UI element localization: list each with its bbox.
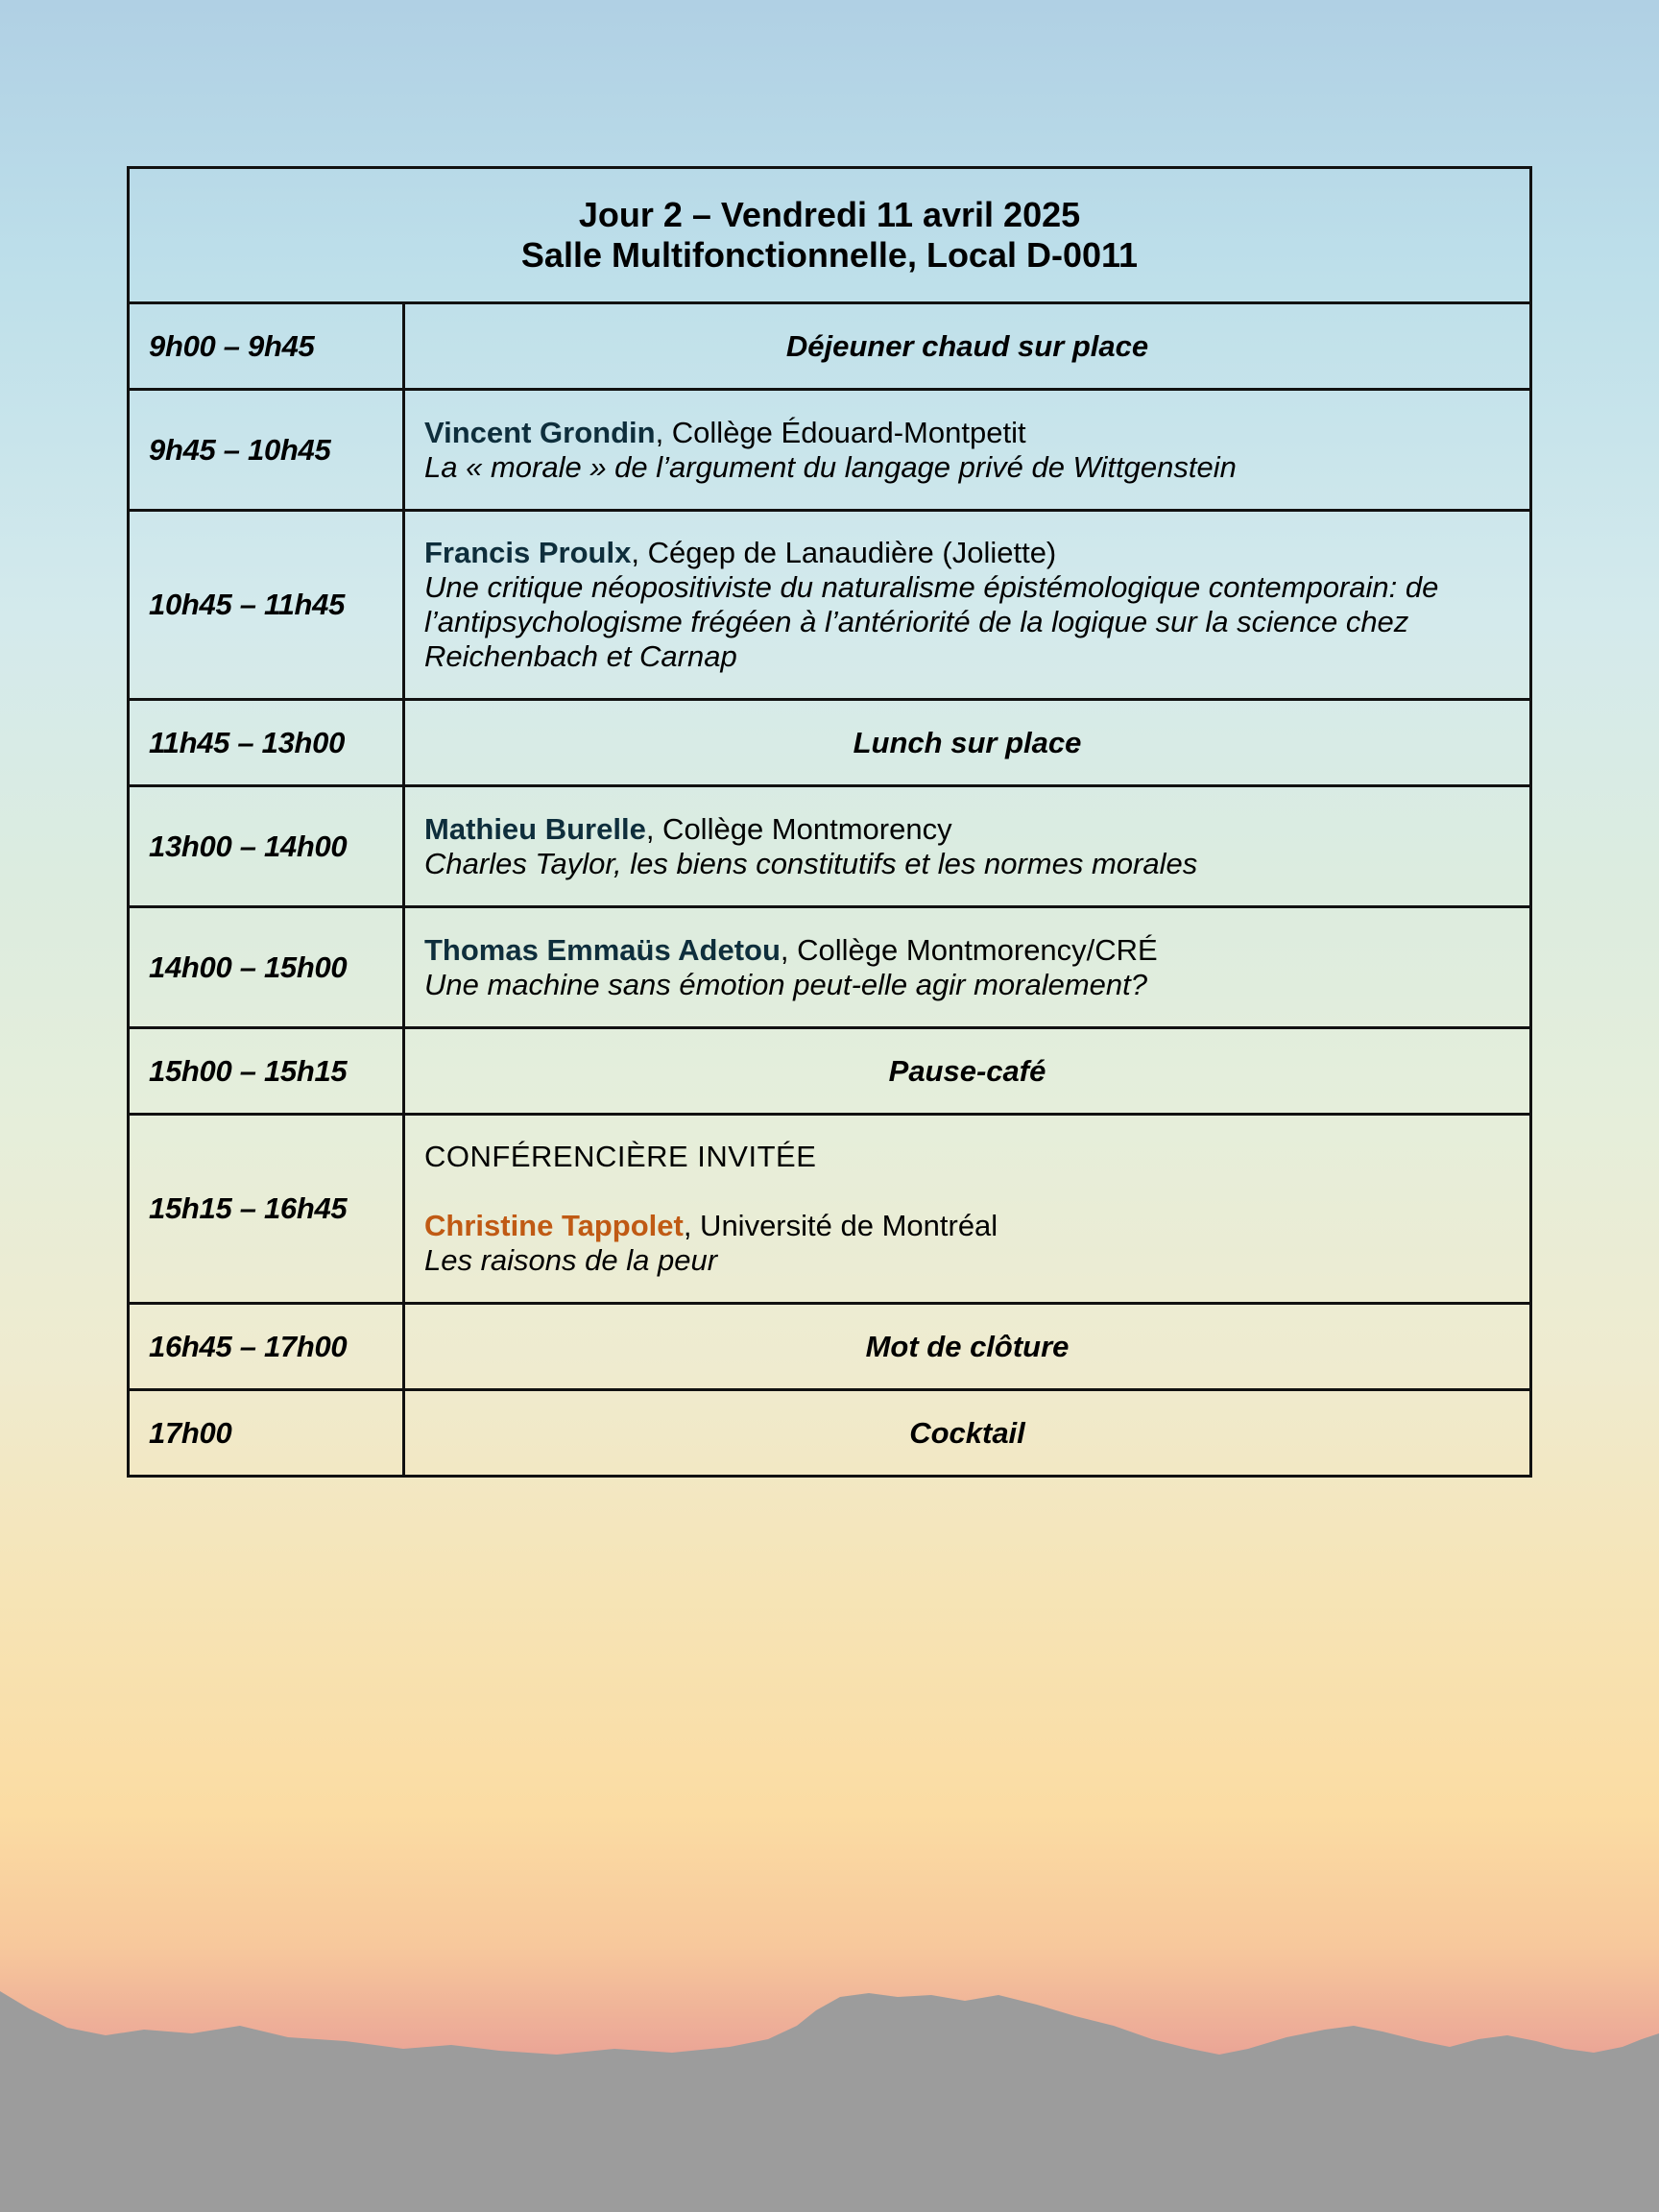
schedule-header bbox=[129, 168, 1531, 303]
event-label: Cocktail bbox=[404, 1390, 1531, 1477]
time-slot: 9h00 – 9h45 bbox=[129, 303, 404, 390]
table-row bbox=[129, 303, 1531, 390]
talk-title: Charles Taylor, les biens constitutifs et les normes morales bbox=[424, 846, 1198, 880]
talk-details bbox=[404, 907, 1531, 1028]
time-slot: 16h45 – 17h00 bbox=[129, 1304, 404, 1390]
table-row bbox=[129, 786, 1531, 907]
table-row bbox=[129, 1115, 1531, 1304]
speaker-name: Mathieu Burelle bbox=[424, 811, 646, 846]
time-slot: 11h45 – 13h00 bbox=[129, 700, 404, 786]
time-slot: 10h45 – 11h45 bbox=[129, 511, 404, 700]
speaker-affiliation: , Collège Édouard-Montpetit bbox=[655, 415, 1026, 449]
table-row bbox=[129, 907, 1531, 1028]
speaker-affiliation: , Université de Montréal bbox=[683, 1209, 998, 1242]
room-title: Salle Multifonctionnelle, Local D-0011 bbox=[520, 235, 1139, 275]
talk-details bbox=[404, 511, 1531, 700]
table-row bbox=[129, 1028, 1531, 1115]
time-slot: 15h15 – 16h45 bbox=[129, 1115, 404, 1304]
time-slot: 9h45 – 10h45 bbox=[129, 390, 404, 511]
table-row bbox=[129, 700, 1531, 786]
event-label: Mot de clôture bbox=[404, 1304, 1531, 1390]
speaker-name: Thomas Emmaüs Adetou bbox=[424, 932, 781, 967]
table-row bbox=[129, 1304, 1531, 1390]
mountain-silhouette bbox=[0, 1991, 1659, 2212]
table-row bbox=[129, 390, 1531, 511]
event-label: Déjeuner chaud sur place bbox=[404, 303, 1531, 390]
event-label: Lunch sur place bbox=[404, 700, 1531, 786]
speaker-affiliation: , Collège Montmorency/CRÉ bbox=[780, 932, 1158, 967]
talk-details bbox=[404, 786, 1531, 907]
speaker-name: Francis Proulx bbox=[424, 536, 632, 569]
talk-details bbox=[404, 1115, 1531, 1304]
speaker-affiliation: , Collège Montmorency bbox=[645, 811, 952, 846]
time-slot: 17h00 bbox=[129, 1390, 404, 1477]
talk-title: Une critique néopositiviste du naturalisme épistémologique contemporain: de l’antipsychologisme frégéen à l’antériorité de la logique sur la science chez Reichenbach et Carnap bbox=[424, 570, 1439, 673]
speaker-name: Vincent Grondin bbox=[424, 415, 656, 449]
invited-speaker-name: Christine Tappolet bbox=[424, 1209, 684, 1242]
time-slot: 14h00 – 15h00 bbox=[129, 907, 404, 1028]
day-title: Jour 2 – Vendredi 11 avril 2025 bbox=[578, 195, 1081, 234]
schedule-header-row bbox=[129, 168, 1531, 303]
talk-title: Une machine sans émotion peut-elle agir moralement? bbox=[424, 967, 1148, 1001]
time-slot: 15h00 – 15h15 bbox=[129, 1028, 404, 1115]
talk-title: Les raisons de la peur bbox=[424, 1243, 718, 1277]
talk-details bbox=[404, 390, 1531, 511]
time-slot: 13h00 – 14h00 bbox=[129, 786, 404, 907]
table-row bbox=[129, 511, 1531, 700]
event-label: Pause-café bbox=[404, 1028, 1531, 1115]
schedule-table bbox=[127, 166, 1532, 1478]
table-row bbox=[129, 1390, 1531, 1477]
talk-title: La « morale » de l’argument du langage privé de Wittgenstein bbox=[424, 449, 1237, 484]
invited-speaker-label: CONFÉRENCIÈRE INVITÉE bbox=[424, 1140, 817, 1173]
speaker-affiliation: , Cégep de Lanaudière (Joliette) bbox=[631, 536, 1057, 569]
